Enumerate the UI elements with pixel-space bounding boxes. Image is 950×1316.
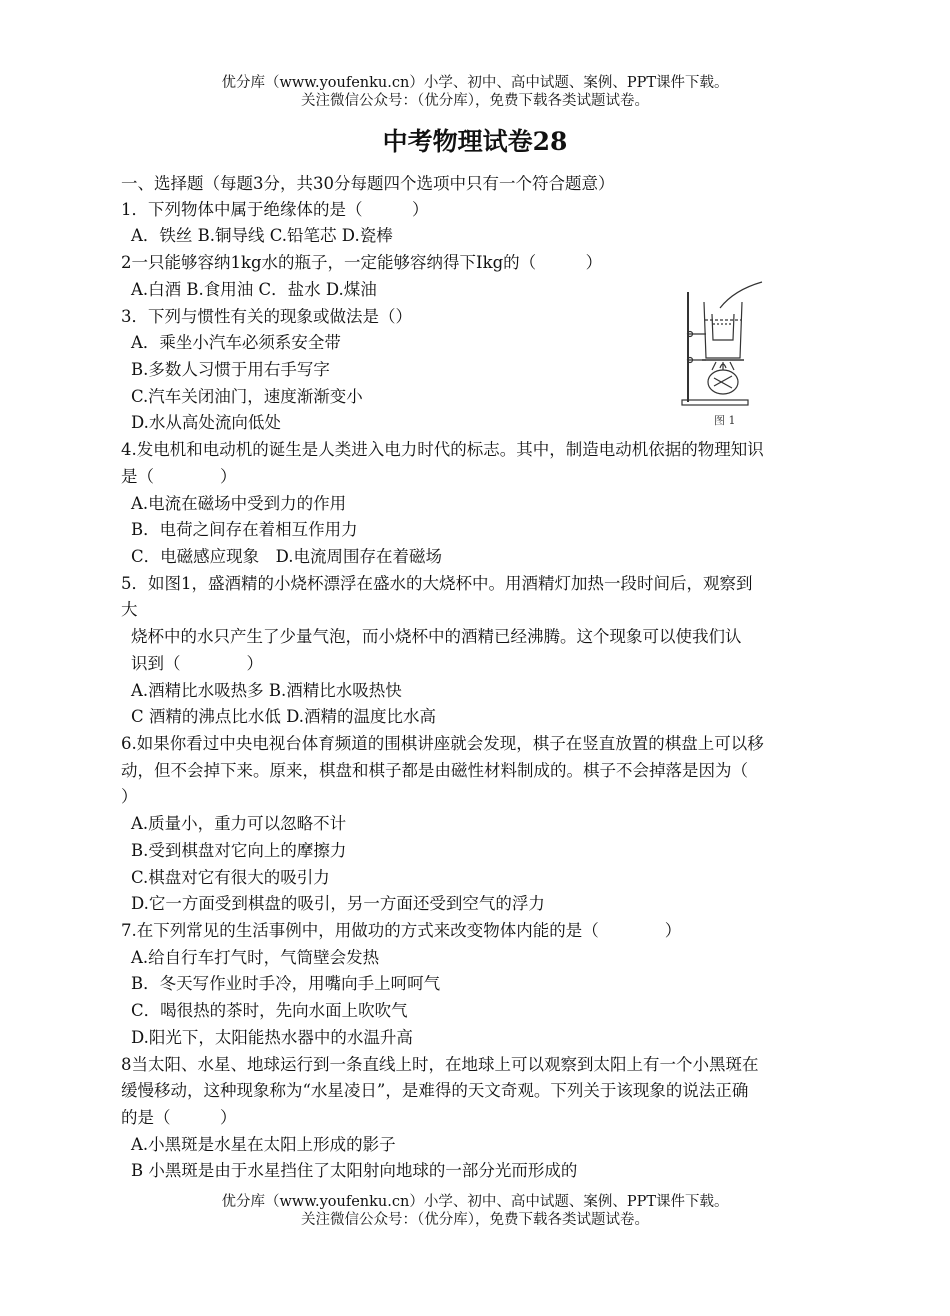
q3-option-a: A．乘坐小汽车必须系安全带 [131,333,341,352]
q4-option-b: B．电荷之间存在着相互作用力 [131,520,358,539]
question-8-cont-2: 的是（ ） [121,1108,237,1127]
question-5-cont-1: 大 [121,600,138,619]
question-6: 6.如果你看过中央电视台体育频道的围棋讲座就会发现，棋子在竖直放置的棋盘上可以移 [121,734,764,753]
question-4: 4.发电机和电动机的诞生是人类进入电力时代的标志。其中，制造电动机依据的物理知识 [121,440,764,459]
q3-option-c: C.汽车关闭油门，速度渐渐变小 [131,387,363,406]
section-heading: 一、选择题（每题3分，共30分每题四个选项中只有一个符合题意） [121,174,615,193]
question-1: 1．下列物体中属于绝缘体的是（ ） [121,200,429,219]
q4-option-cd: C．电磁感应现象 D.电流周围存在着磁场 [131,547,443,566]
alcohol-lamp-beaker-diagram [676,278,772,430]
q8-option-a: A.小黑斑是水星在太阳上形成的影子 [131,1135,396,1154]
header-line-2: 关注微信公众号：（优分库），免费下载各类试题试卷。 [301,93,649,109]
q6-option-b: B.受到棋盘对它向上的摩擦力 [131,841,347,860]
question-6-cont-1: 动，但不会掉下来。原来，棋盘和棋子都是由磁性材料制成的。棋子不会掉落是因为（ [121,761,748,780]
q1-options: A．铁丝 B.铜导线 C.铅笔芯 D.瓷棒 [131,226,393,245]
question-3: 3．下列与惯性有关的现象或做法是（） [121,307,412,326]
q6-option-a: A.质量小，重力可以忽略不计 [131,814,347,833]
q7-option-a: A.给自行车打气时，气筒壁会发热 [131,948,380,967]
question-6-cont-2: ） [121,787,138,806]
question-5-cont-2: 烧杯中的水只产生了少量气泡，而小烧杯中的酒精已经沸腾。这个现象可以使我们认 [131,627,742,646]
q3-option-b: B.多数人习惯于用右手写字 [131,360,330,379]
figure-1-apparatus [676,278,772,430]
figure-caption: 图 1 [714,414,736,427]
question-5: 5．如图1，盛酒精的小烧杯漂浮在盛水的大烧杯中。用酒精灯加热一段时间后，观察到 [121,574,753,593]
footer-line-2: 关注微信公众号：（优分库），免费下载各类试题试卷。 [301,1212,649,1228]
q4-option-a: A.电流在磁场中受到力的作用 [131,494,347,513]
q7-option-c: C．喝很热的茶时，先向水面上吹吹气 [131,1001,408,1020]
question-8: 8当太阳、水星、地球运行到一条直线上时，在地球上可以观察到太阳上有一个小黑斑在 [121,1055,759,1074]
question-7: 7.在下列常见的生活事例中，用做功的方式来改变物体内能的是（ ） [121,921,682,940]
question-8-cont-1: 缓慢移动，这种现象称为“水星凌日”，是难得的天文奇观。下列关于该现象的说法正确 [121,1081,749,1100]
q5-options-ab: A.酒精比水吸热多 B.酒精比水吸热快 [131,681,402,700]
question-4-cont: 是（ ） [121,467,237,486]
q6-option-d: D.它一方面受到棋盘的吸引，另一方面还受到空气的浮力 [131,894,545,913]
question-2: 2一只能够容纳1kg水的瓶子，一定能够容纳得下Ikg的（ ） [121,253,603,272]
q5-options-cd: C 酒精的沸点比水低 D.酒精的温度比水高 [131,707,437,726]
q6-option-c: C.棋盘对它有很大的吸引力 [131,868,330,887]
q7-option-d: D.阳光下，太阳能热水器中的水温升高 [131,1028,413,1047]
page-title: 中考物理试卷28 [382,127,568,156]
q3-option-d: D.水从高处流向低处 [131,413,281,432]
q7-option-b: B．冬天写作业时手冷，用嘴向手上呵呵气 [131,974,441,993]
question-5-cont-3: 识到（ ） [131,654,263,673]
footer-line-1: 优分库（www.youfenku.cn）小学、初中、高中试题、案例、PPT课件下载。 [221,1194,729,1210]
q2-options: A.白酒 B.食用油 C．盐水 D.煤油 [131,280,377,299]
header-line-1: 优分库（www.youfenku.cn）小学、初中、高中试题、案例、PPT课件下载。 [221,75,729,91]
q8-option-b: B 小黑斑是由于水星挡住了太阳射向地球的一部分光而形成的 [131,1161,578,1180]
